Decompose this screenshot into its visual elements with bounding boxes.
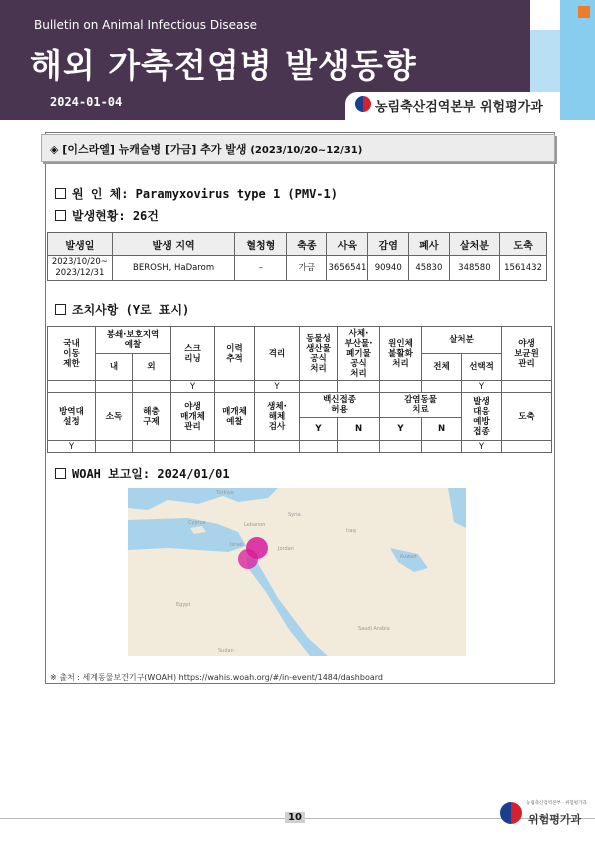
- org-name: 농림축산검역본부 위험평가과: [375, 100, 543, 115]
- measure-value: [215, 441, 255, 453]
- measures-header-row-1: [48, 327, 552, 354]
- measure-value: [96, 381, 133, 393]
- measures-header-row-3: [48, 393, 552, 418]
- measure-header: 감염동물 치료: [380, 393, 462, 418]
- map-label: Egypt: [176, 602, 191, 608]
- woah-line: [55, 465, 230, 482]
- measure-header: 격리: [255, 327, 300, 381]
- measures-line: [55, 301, 189, 318]
- table-cell: BEROSH, HaDarom: [112, 256, 235, 281]
- government-logo-icon: [355, 96, 371, 112]
- measure-header: 소독: [96, 393, 133, 441]
- measure-header: 이력 추적: [215, 327, 255, 381]
- col-header: 살처분: [449, 233, 500, 256]
- col-header: 축종: [287, 233, 327, 256]
- map-label: Israel: [230, 542, 244, 548]
- measure-header: 사체· 부산물· 폐기물 공식 처리: [338, 327, 380, 381]
- measure-value: [300, 381, 338, 393]
- table-cell: 90940: [368, 256, 409, 281]
- map-label: Kuwait: [400, 554, 417, 560]
- map-label: Jordan: [278, 546, 294, 552]
- measure-value: [215, 381, 255, 393]
- woah-text: WOAH 보고일: 2024/01/01: [72, 467, 230, 481]
- measure-header: 살처분: [422, 327, 502, 354]
- table-cell: 348580: [449, 256, 500, 281]
- table-cell: 1561432: [500, 256, 547, 281]
- map-label: Cyprus: [188, 520, 206, 526]
- measure-value: Y: [255, 381, 300, 393]
- measure-value: [96, 441, 133, 453]
- checkbox-icon: [55, 188, 66, 199]
- measure-header: 국내 이동 제한: [48, 327, 96, 381]
- checkbox-icon: [55, 468, 66, 479]
- cause-line: [55, 185, 338, 202]
- measure-header: 매개체 예찰: [215, 393, 255, 441]
- outbreak-table: [47, 232, 547, 281]
- header-corner: [530, 0, 560, 30]
- measure-header: 발생 대응 예방 접종: [462, 393, 502, 441]
- measure-value: [380, 381, 422, 393]
- measure-header: 생체· 해체 검사: [255, 393, 300, 441]
- map-label: Syria: [288, 512, 301, 518]
- measure-header: 동물성 생산물 공식 처리: [300, 327, 338, 381]
- measure-value: [133, 381, 171, 393]
- bulletin-label: Bulletin on Animal Infectious Disease: [34, 18, 258, 32]
- col-header: 도축: [500, 233, 547, 256]
- map-label: Sudan: [218, 648, 234, 654]
- measure-subheader: 내: [96, 354, 133, 381]
- measure-subheader: 전체: [422, 354, 462, 381]
- status-line: [55, 207, 159, 224]
- measure-value: [338, 441, 380, 453]
- government-logo-icon: [500, 802, 522, 824]
- page-title: 해외 가축전염병 발생동향: [30, 46, 417, 85]
- source-note: ※ 출처 : 세계동물보건기구(WOAH) https://wahis.woah.org/#/in-event/1484/dashboard: [50, 673, 383, 682]
- table-cell: 2023/10/20~ 2023/12/31: [48, 256, 113, 281]
- measure-value: [171, 441, 215, 453]
- page-number: 10: [285, 812, 305, 823]
- col-header: 폐사: [409, 233, 450, 256]
- measure-header: 스크 리닝: [171, 327, 215, 381]
- measure-subheader: 외: [133, 354, 171, 381]
- map-label: Saudi Arabia: [358, 626, 390, 632]
- table-row: [48, 256, 547, 281]
- report-range: (2023/10/20~12/31): [250, 145, 363, 156]
- measure-header: 야생 매개체 관리: [171, 393, 215, 441]
- measures-table: [47, 326, 552, 453]
- checkbox-icon: [55, 210, 66, 221]
- report-title-bar: [41, 134, 555, 162]
- measure-value: Y: [48, 441, 96, 453]
- measure-value: [502, 381, 552, 393]
- outbreak-map: [128, 488, 466, 656]
- measure-header: 원인체 불활화 처리: [380, 327, 422, 381]
- measure-value: [422, 441, 462, 453]
- report-title: ◈ [이스라엘] 뉴캐슬병 [가금] 추가 발생: [50, 143, 247, 156]
- measures-value-row-1: [48, 381, 552, 393]
- map-label: Iraq: [346, 528, 356, 534]
- measure-value: [380, 441, 422, 453]
- measure-subheader: Y: [300, 418, 338, 441]
- table-cell: 가금: [287, 256, 327, 281]
- status-text: 발생현황: 26건: [72, 209, 159, 223]
- measure-subheader: Y: [380, 418, 422, 441]
- measure-subheader: N: [422, 418, 462, 441]
- col-header: 사육: [327, 233, 368, 256]
- measures-value-row-2: [48, 441, 552, 453]
- table-cell: 3656541: [327, 256, 368, 281]
- col-header: 발생일: [48, 233, 113, 256]
- table-header-row: [48, 233, 547, 256]
- report-date: 2024-01-04: [50, 95, 123, 109]
- header-accent-light: [560, 0, 595, 120]
- table-cell: –: [235, 256, 287, 281]
- measure-value: [502, 441, 552, 453]
- header-accent-orange: [578, 6, 590, 18]
- footer-org-sub: 농림축산검역본부 · 위험평가과: [526, 801, 587, 806]
- measure-value: [133, 441, 171, 453]
- measure-value: [255, 441, 300, 453]
- measure-value: Y: [462, 441, 502, 453]
- checkbox-icon: [55, 304, 66, 315]
- measure-header: 도축: [502, 393, 552, 441]
- measure-value: [422, 381, 462, 393]
- table-cell: 45830: [409, 256, 450, 281]
- measure-value: Y: [171, 381, 215, 393]
- col-header: 혈청형: [235, 233, 287, 256]
- measure-value: [48, 381, 96, 393]
- footer-org-name: 위험평가과: [528, 813, 582, 826]
- measure-value: [300, 441, 338, 453]
- measure-subheader: N: [338, 418, 380, 441]
- col-header: 발생 지역: [112, 233, 235, 256]
- measure-header: 봉쇄·보호지역 예찰: [96, 327, 171, 354]
- map-label: Lebanon: [244, 522, 266, 528]
- measures-text: 조치사항 (Y로 표시): [72, 303, 190, 317]
- report-title-wrap: [50, 141, 362, 157]
- map-svg: [128, 488, 466, 656]
- measure-header: 해충 구제: [133, 393, 171, 441]
- col-header: 감염: [368, 233, 409, 256]
- map-label: Türkiye: [216, 490, 234, 496]
- outbreak-marker: [238, 549, 258, 569]
- measure-value: Y: [462, 381, 502, 393]
- measure-subheader: 선택적: [462, 354, 502, 381]
- measure-header: 야생 보균원 관리: [502, 327, 552, 381]
- cause-text: 원 인 체: Paramyxovirus type 1 (PMV-1): [72, 187, 338, 201]
- measure-header: 백신접종 허용: [300, 393, 380, 418]
- measure-header: 방역대 설정: [48, 393, 96, 441]
- measure-value: [338, 381, 380, 393]
